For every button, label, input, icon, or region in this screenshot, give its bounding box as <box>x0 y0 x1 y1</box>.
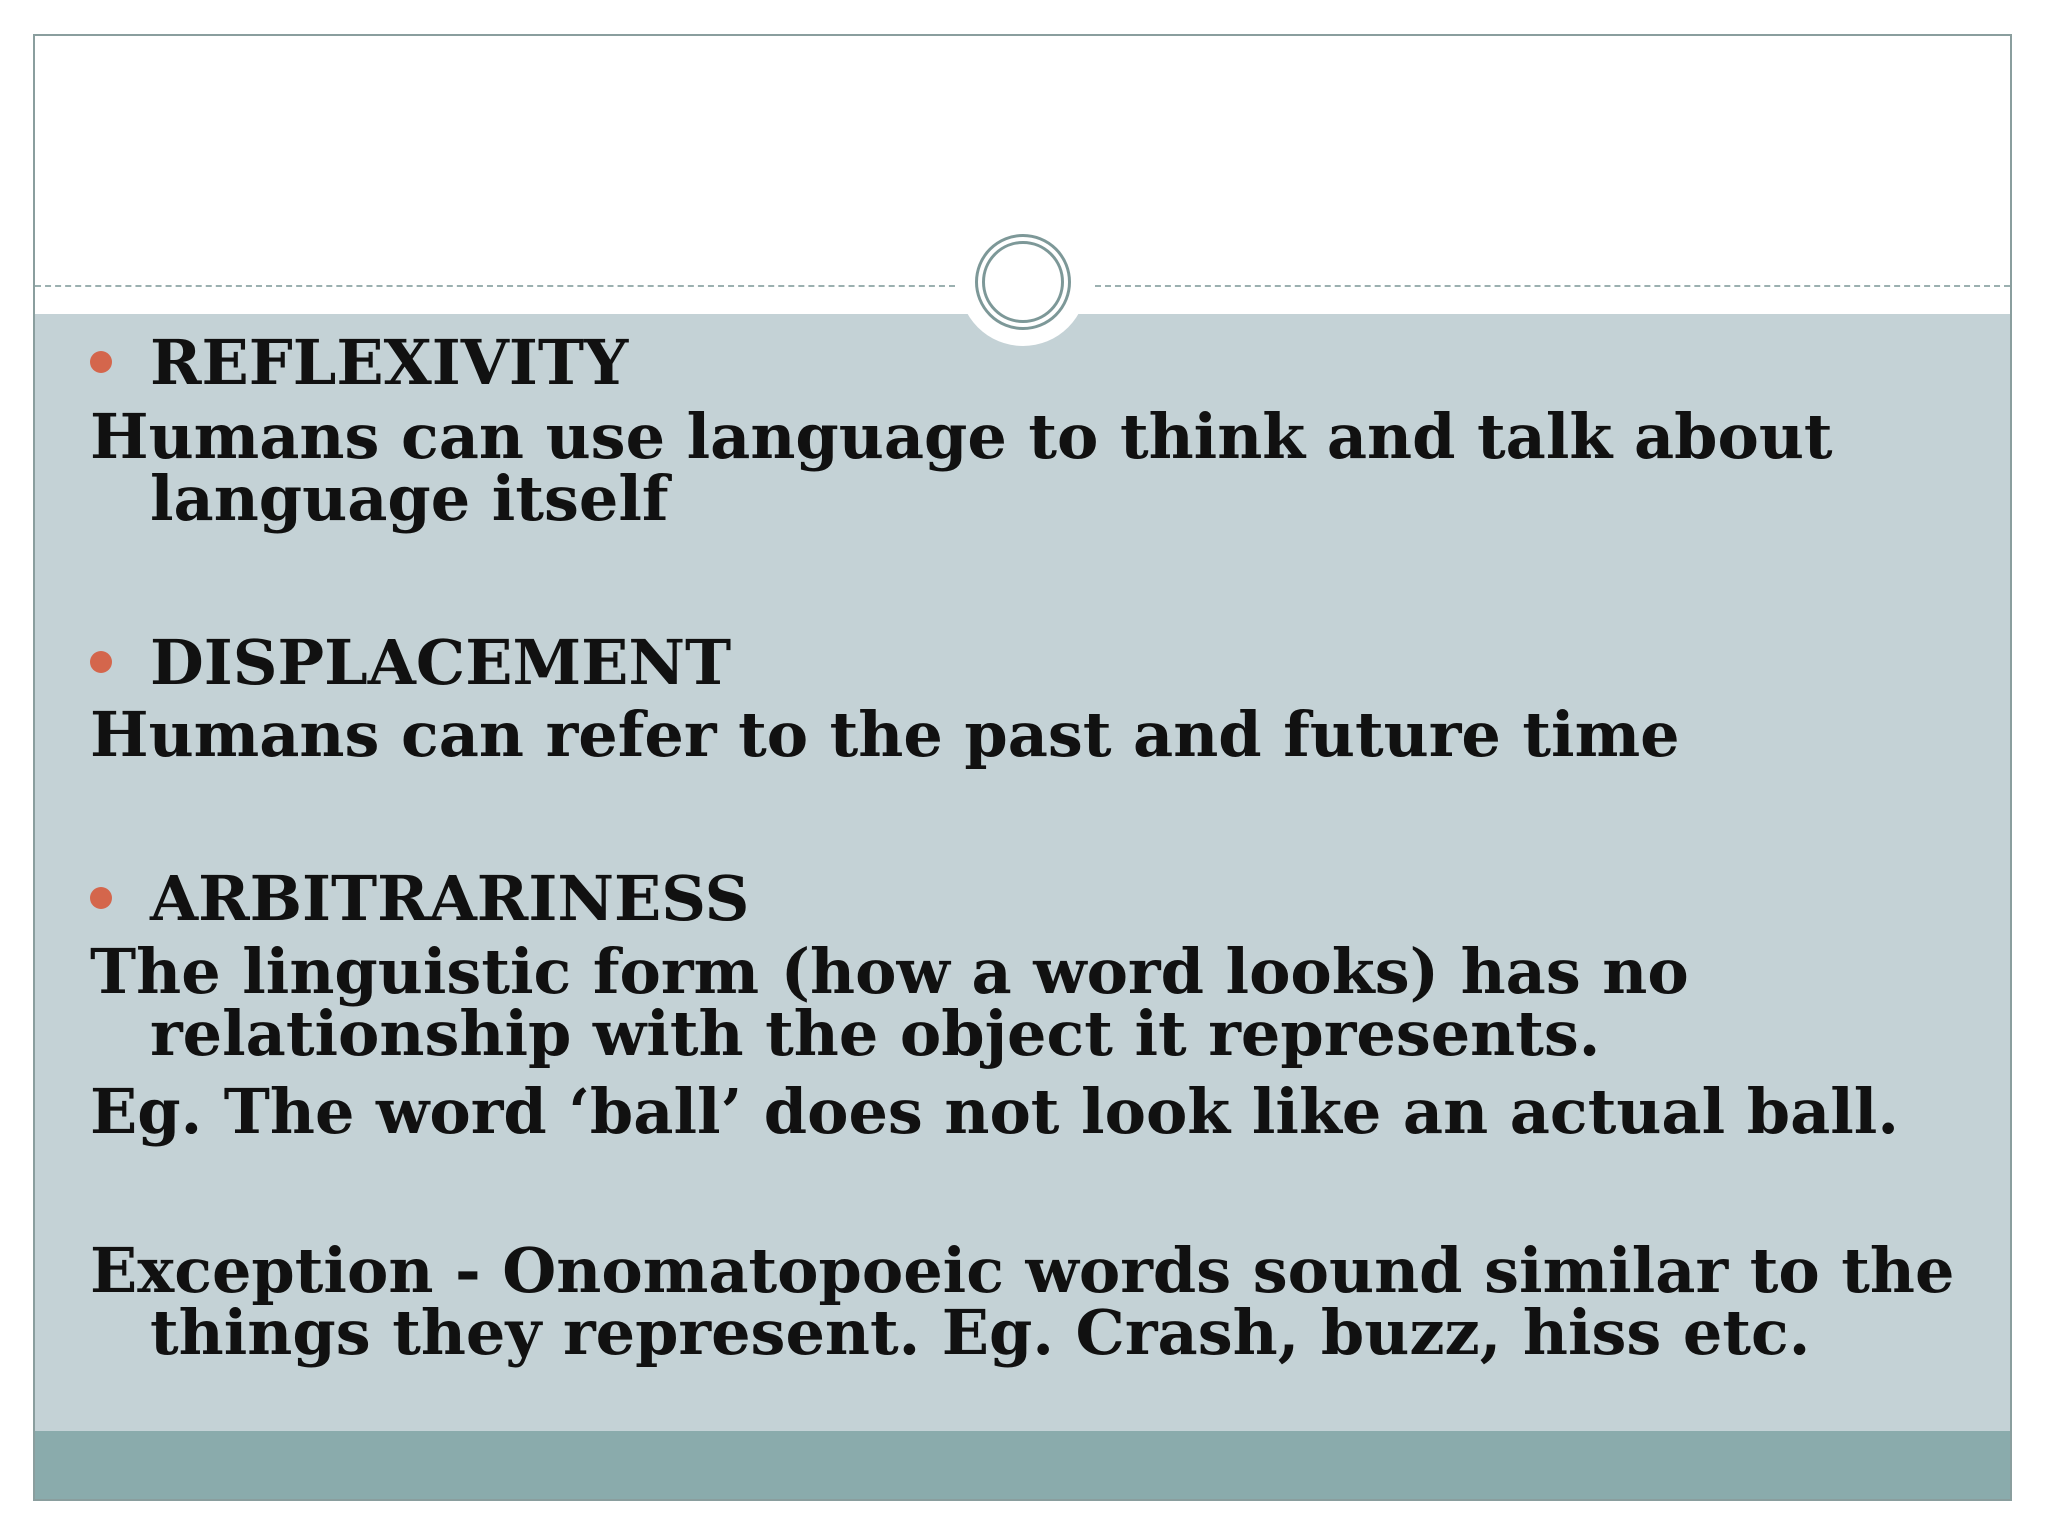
bullet-dot-icon <box>90 887 112 909</box>
bullet-heading-reflexivity <box>90 326 628 398</box>
exception-line: Exception - Onomatopoeic words sound similar to the <box>90 1234 1955 1307</box>
body-line-continued: language itself <box>150 462 669 535</box>
bullet-dot-icon <box>90 351 112 373</box>
heading-text: DISPLACEMENT <box>150 625 732 699</box>
header-divider-left <box>35 285 955 287</box>
footer-band <box>35 1431 2010 1501</box>
slide <box>33 34 2012 1501</box>
bullet-heading-displacement <box>90 626 731 698</box>
body-line: Humans can use language to think and talk about <box>90 400 1833 473</box>
header-divider-right <box>1095 285 2010 287</box>
bullet-heading-arbitrariness <box>90 862 749 934</box>
heading-text: ARBITRARINESS <box>150 861 750 935</box>
body-line-continued: relationship with the object it represents. <box>150 997 1601 1070</box>
body-line: Humans can refer to the past and future time <box>90 698 1680 771</box>
heading-text: REFLEXIVITY <box>150 325 629 399</box>
body-line: The linguistic form (how a word looks) has no <box>90 935 1689 1008</box>
circle-ornament-inner-icon <box>982 241 1064 323</box>
exception-line-continued: things they represent. Eg. Crash, buzz, hiss etc. <box>150 1296 1811 1369</box>
bullet-dot-icon <box>90 651 112 673</box>
body-line: Eg. The word ‘ball’ does not look like an actual ball. <box>90 1075 1899 1148</box>
